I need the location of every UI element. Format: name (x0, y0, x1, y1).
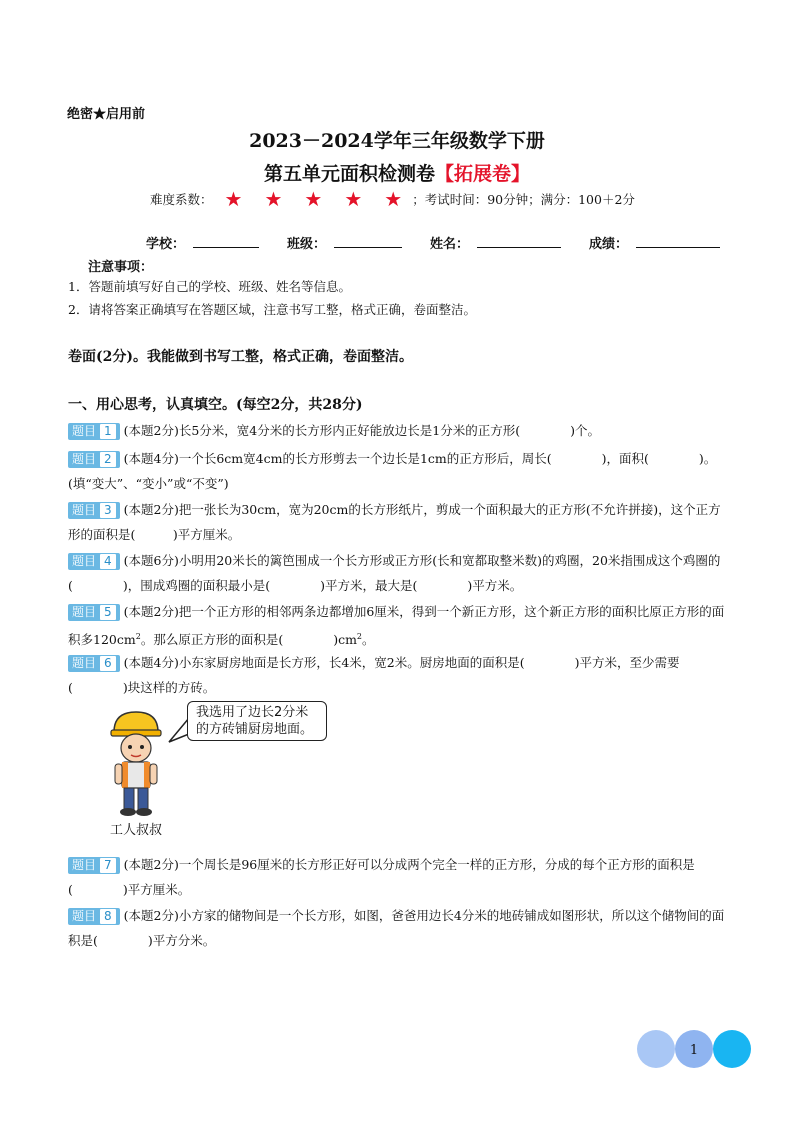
question-badge: 题目 2 (68, 451, 120, 468)
question-badge: 题目 5 (68, 604, 120, 621)
page-title: 2023－2024学年三年级数学下册 (249, 130, 545, 152)
question-text: (本题2分)把一个正方形的相邻两条边都增加6厘米，得到一个新正方形，这个新正方形的面积比原正方形的面积多$120cm^2$。那么原正方形的面积是( )$cm^2$。 (68, 604, 725, 648)
school-field[interactable] (193, 233, 259, 248)
question-badge: 题目 8 (68, 908, 120, 925)
question-badge: 题目 4 (68, 553, 120, 570)
question-text: (本题6分)小明用20米长的篱笆围成一个长方形或正方形(长和宽都取整米数)的鸡圈，20米指围成这个鸡圈的( )，围成鸡圈的面积最小是( )平方米，最大是( )平方米。 (68, 553, 721, 593)
notice-item: 1．答题前填写好自己的学校、班级、姓名等信息。 (68, 279, 351, 294)
question-2 (68, 446, 728, 496)
question-5 (68, 599, 728, 652)
question-badge: 题目 3 (68, 502, 120, 519)
question-text: (本题2分)一个周长是96厘米的长方形正好可以分成两个完全一样的正方形，分成的每个正方形的面积是( )平方厘米。 (68, 857, 695, 897)
star-icon: ★ (384, 187, 403, 211)
question-text: (本题2分)把一张长为30cm，宽为20cm的长方形纸片，剪成一个面积最大的正方形(不允许拼接)，这个正方形的面积是( )平方厘米。 (68, 502, 721, 542)
exam-info: ；考试时间：90分钟；满分：100＋2分 (412, 192, 635, 207)
worker-illustration (108, 708, 164, 818)
question-badge: 题目 7 (68, 857, 120, 874)
difficulty-stars (224, 187, 403, 211)
page-number: 1 (689, 1043, 699, 1058)
star-icon: ★ (304, 187, 323, 211)
question-badge: 题目 6 (68, 655, 120, 672)
confidential-mark: 绝密★启用前 (67, 107, 146, 122)
worker-caption: 工人叔叔 (110, 823, 163, 838)
name-field[interactable] (477, 233, 561, 248)
page-subtitle (0, 159, 794, 186)
subtitle-tag: 【拓展卷】 (435, 163, 531, 185)
student-info-row (146, 233, 740, 252)
class-field[interactable] (334, 233, 402, 248)
school-label: 学校： (146, 237, 186, 252)
star-icon: ★ (264, 187, 283, 211)
question-8 (68, 903, 728, 953)
question-7 (68, 852, 728, 902)
subtitle-main: 第五单元面积检测卷 (263, 163, 435, 185)
question-text: (本题4分)一个长6cm宽4cm的长方形剪去一个边长是1cm的正方形后，周长( )，面积( )。(填“变大”、“变小”或“不变”) (68, 451, 717, 491)
score-label: 成绩： (589, 237, 629, 252)
name-label: 姓名： (430, 237, 470, 252)
page-number-badge (636, 1029, 754, 1069)
notice-item: 2．请将答案正确填写在答题区域，注意书写工整，格式正确，卷面整洁。 (68, 302, 476, 317)
neatness-statement: 卷面(2分)。我能做到书写工整，格式正确，卷面整洁。 (68, 349, 413, 365)
star-icon: ★ (224, 187, 243, 211)
question-1 (68, 418, 728, 443)
question-text: (本题4分)小东家厨房地面是长方形，长4米，宽2米。厨房地面的面积是( )平方米，至少需要( )块这样的方砖。 (68, 655, 680, 695)
notice-title: 注意事项： (88, 260, 154, 275)
score-field[interactable] (636, 233, 720, 248)
question-4 (68, 548, 728, 598)
question-6 (68, 650, 728, 700)
section-heading: 一、用心思考，认真填空。(每空2分，共28分) (68, 397, 363, 413)
question-text: (本题2分)小方家的储物间是一个长方形，如图，爸爸用边长4分米的地砖铺成如图形状，所以这个储物间的面积是( )平方分米。 (68, 908, 725, 948)
question-badge: 题目 1 (68, 423, 120, 440)
class-label: 班级： (287, 237, 327, 252)
difficulty-label: 难度系数： (150, 192, 213, 207)
question-3 (68, 497, 728, 547)
question-text: (本题2分)长5分米，宽4分米的长方形内正好能放边长是1分米的正方形( )个。 (123, 423, 600, 438)
difficulty-row (150, 187, 635, 211)
star-icon: ★ (344, 187, 363, 211)
speech-bubble: 我选用了边长2分米的方砖铺厨房地面。 (187, 701, 327, 741)
